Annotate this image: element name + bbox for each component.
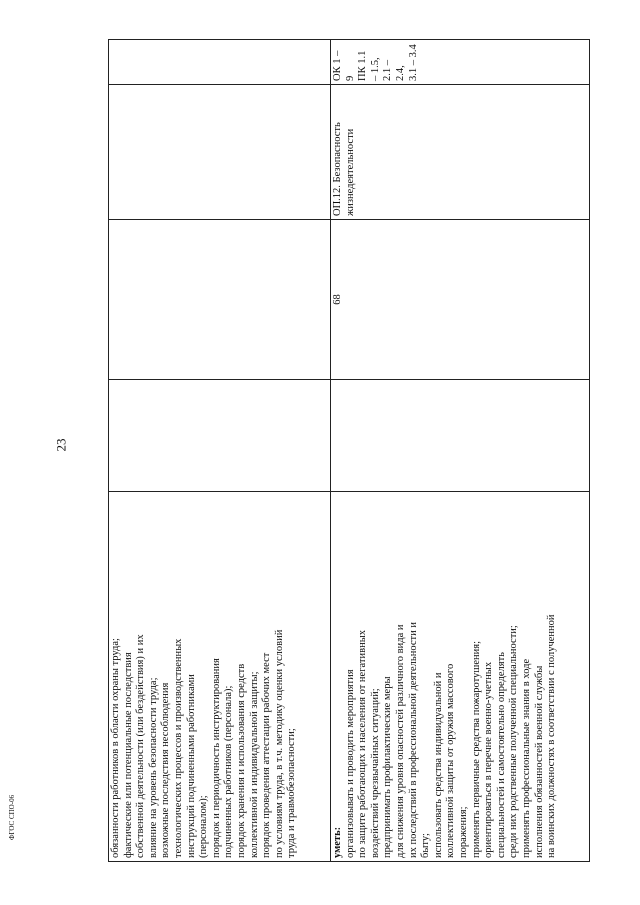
knowledge-line: порядок хранения и использования средств [235,663,247,858]
competency-item: 3.1 – 3.4 [407,44,419,81]
skills-line: применять профессиональные знания в ходе [520,658,532,858]
knowledge-line: обязанности работников в области охраны труда; [110,638,121,858]
skills-line: применять первичные средства пожаротушения; [470,640,482,858]
competency-item: ОК 1 – 9 [332,50,356,81]
skills-line: ориентироваться в перечне военно-учетных [483,661,495,858]
discipline-cell-empty [109,85,331,220]
skills-line: исполнения обязанностей военной службы [533,665,545,858]
skills-line: воздействий чрезвычайных ситуаций; [369,688,381,858]
skills-line: специальностей и самостоятельно определять [495,652,507,858]
knowledge-line: инструкций подчиненными работниками [185,674,197,858]
knowledge-line: по условиям труда, в т.ч. методику оценки условий [273,629,285,858]
knowledge-line: коллективной и индивидуальной защиты; [248,671,260,858]
knowledge-line: фактические или потенциальные последствия [122,652,134,858]
skills-line: на воинских должностях в соответствии с полученной [546,614,558,858]
skills-line: для снижения уровня опасностей различного вида и [394,624,406,858]
knowledge-line: подчиненных работников (персонала); [223,685,235,858]
total-hours-cell-empty [109,220,331,380]
skills-line: коллективной защиты от оружия массового [445,663,457,858]
knowledge-line: технологических процессов и производственных [172,638,184,858]
competency-cell-empty [109,40,331,85]
knowledge-line: влияние на уровень безопасности труда; [147,677,159,858]
skills-line: использовать средства индивидуальной и [432,672,444,858]
table-row-skills [331,40,590,862]
table-row-knowledge [109,40,331,862]
skills-cell [331,492,590,862]
skills-line: предпринимать профилактические меры [382,676,394,858]
skills-line: их последствий в профессиональной деятельности и [407,622,419,858]
discipline-name: ОП.12. Безопасность жизнедеятельности [332,122,356,216]
max-hours-value: 68 [332,294,343,305]
landscape-page [108,40,590,862]
document-footer: ФГОС СПО-06 [8,794,16,840]
skills-line: организовывать и проводить мероприятия [344,669,356,858]
competency-list [332,43,420,81]
competency-cell [331,40,590,85]
knowledge-line: порядок и периодичность инструктирования [210,658,222,858]
hours-cell-empty [109,380,331,492]
curriculum-table [108,39,590,862]
hours-cell-empty-2 [331,380,590,492]
skills-line: среди них родственные полученной специальности; [508,625,520,858]
knowledge-cell [109,492,331,862]
competency-item: 2.1 – 2.4, [382,60,406,81]
skills-heading: уметь: [332,826,343,858]
knowledge-line: труда и травмобезопасности; [286,728,298,858]
competency-item: ПК 1.1 – 1.5, [357,50,381,81]
skills-line: поражения; [457,806,469,858]
skills-line: по защите работающих и населения от негативных [357,629,369,858]
skills-list [345,495,559,858]
discipline-cell [331,85,590,220]
knowledge-list [110,495,299,858]
max-hours-cell [331,220,590,380]
knowledge-line: возможные последствия несоблюдения [160,682,172,858]
page-number: 23 [53,438,69,452]
knowledge-line: собственной деятельности (или бездействия) и их [135,634,147,858]
skills-line: быту; [420,833,432,858]
knowledge-line: (персоналом); [198,795,210,858]
knowledge-line: порядок проведения аттестации рабочих мест [261,652,273,858]
